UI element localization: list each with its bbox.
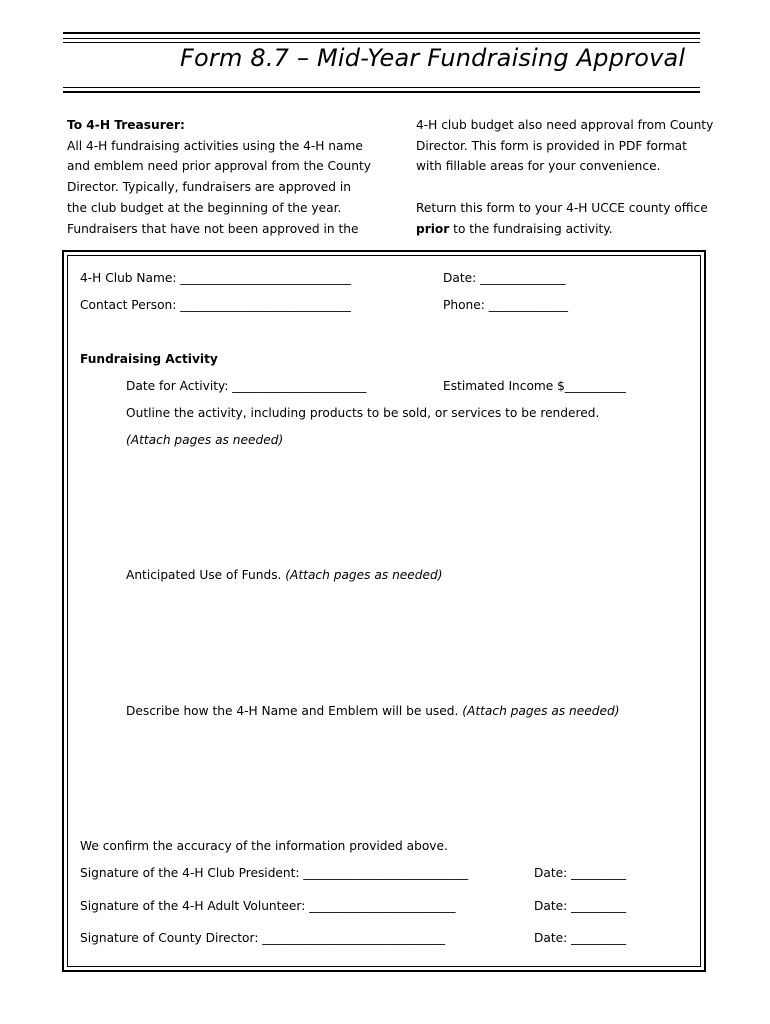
describe-emblem-entry-area[interactable] xyxy=(126,726,686,826)
date-for-activity-field[interactable]: Date for Activity: ______________________ xyxy=(126,379,367,393)
anticipated-use-text: Anticipated Use of Funds. xyxy=(126,568,286,582)
header-rule-bottom-thin xyxy=(63,87,700,88)
intro-prior-line xyxy=(416,219,713,240)
describe-emblem-label xyxy=(126,703,619,719)
club-name-field[interactable]: 4-H Club Name: ____________________________ xyxy=(80,271,351,285)
describe-emblem-text: Describe how the 4-H Name and Emblem will be used. xyxy=(126,704,463,718)
signature-president-field[interactable]: Signature of the 4-H Club President: ___________________________ xyxy=(80,866,468,880)
intro-left xyxy=(67,115,371,239)
header-rule-top-thin xyxy=(63,38,700,39)
intro-left-line: the club budget at the beginning of the year. xyxy=(67,200,342,215)
header-rule-top-thick xyxy=(63,32,700,34)
prior-word: prior xyxy=(416,221,450,236)
signature-director-field[interactable]: Signature of County Director: ______________________________ xyxy=(80,931,446,945)
signature-director-date-field[interactable]: Date: _________ xyxy=(534,931,626,945)
page-title: Form 8.7 – Mid-Year Fundraising Approval xyxy=(180,44,686,72)
header-rule-bottom-thick xyxy=(63,91,700,93)
signature-volunteer-date-field[interactable]: Date: _________ xyxy=(534,899,626,913)
prior-rest: to the fundraising activity. xyxy=(449,221,613,236)
anticipated-use-label xyxy=(126,567,443,583)
signature-president-date-field[interactable]: Date: _________ xyxy=(534,866,626,880)
outline-entry-area[interactable] xyxy=(126,455,686,555)
date-field[interactable]: Date: ______________ xyxy=(443,271,566,285)
intro-right-line: 4-H club budget also need approval from County xyxy=(416,118,714,132)
intro-left-line: All 4-H fundraising activities using the 4-H name xyxy=(67,138,363,153)
intro-return-line: Return this form to your 4-H UCCE county office xyxy=(416,200,708,215)
estimated-income-field[interactable]: Estimated Income $__________ xyxy=(443,379,626,393)
contact-person-field[interactable]: Contact Person: ____________________________ xyxy=(80,298,351,312)
attach-note: (Attach pages as needed) xyxy=(285,568,443,582)
intro-right-line: Director. This form is provided in PDF format xyxy=(416,138,687,153)
attach-note: (Attach pages as needed) xyxy=(462,704,620,718)
intro-right xyxy=(416,115,713,239)
intro-right-line: with fillable areas for your convenience. xyxy=(416,159,661,174)
signature-volunteer-field[interactable]: Signature of the 4-H Adult Volunteer: ________________________ xyxy=(80,899,456,913)
phone-field[interactable]: Phone: _____________ xyxy=(443,298,568,312)
anticipated-use-entry-area[interactable] xyxy=(126,590,686,690)
attach-note: (Attach pages as needed) xyxy=(126,433,284,447)
header-rule-top-thin-2 xyxy=(63,42,700,43)
activity-heading: Fundraising Activity xyxy=(80,352,218,366)
intro-left-line: Director. Typically, fundraisers are approved in xyxy=(67,180,351,195)
outline-instruction: Outline the activity, including products to be sold, or services to be rendered. xyxy=(126,406,600,420)
intro-left-line: and emblem need prior approval from the County xyxy=(67,159,371,174)
intro-left-line: Fundraisers that have not been approved in the xyxy=(67,221,359,236)
intro-heading: To 4-H Treasurer: xyxy=(67,118,185,132)
confirm-statement: We confirm the accuracy of the information provided above. xyxy=(80,839,448,853)
